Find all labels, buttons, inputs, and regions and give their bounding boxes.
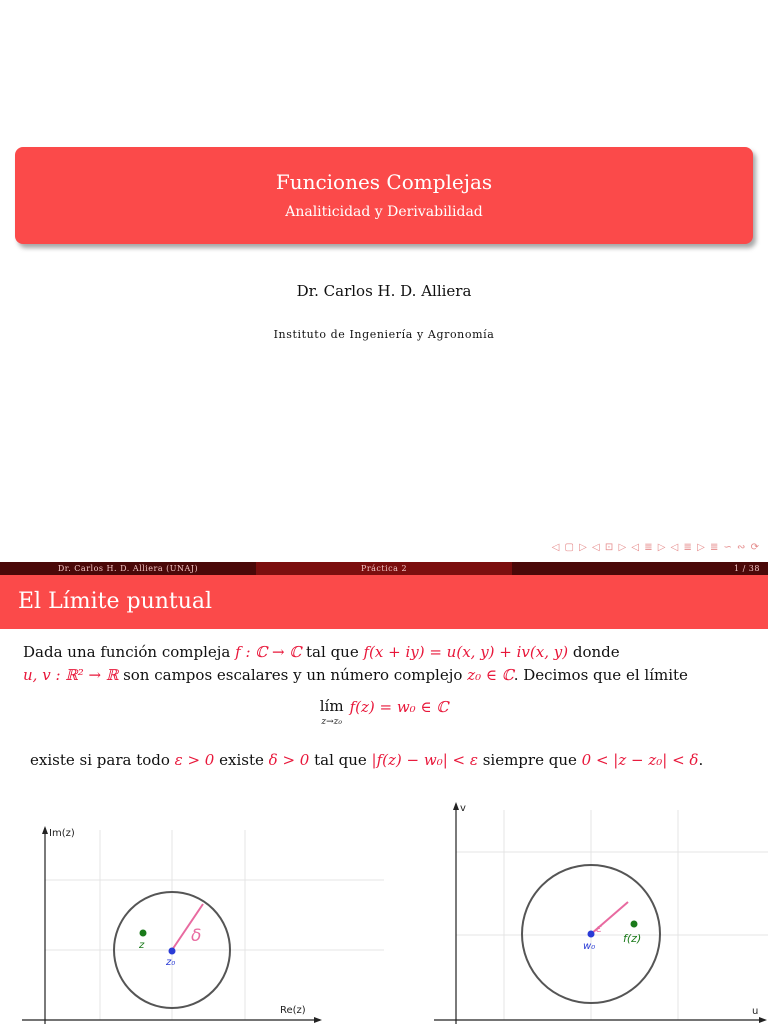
text-segment: son campos escalares y un número complejo	[118, 666, 468, 684]
math-delta-condition: δ > 0	[268, 751, 310, 769]
text-segment: . Decimos que el límite	[513, 666, 688, 684]
text-segment: existe si para todo	[30, 751, 175, 769]
x-axis-arrow-icon	[314, 1017, 322, 1023]
limit-operator	[320, 698, 344, 730]
text-segment: tal que	[301, 643, 364, 661]
title-block	[15, 147, 753, 244]
text-segment: tal que	[309, 751, 372, 769]
point-z-label: z	[139, 940, 145, 951]
point-fz-label: f(z)	[623, 932, 642, 945]
x-axis-label: u	[752, 1006, 759, 1017]
math-neighborhood-condition: 0 < |z − z₀| < δ	[581, 751, 699, 769]
y-axis-arrow-icon	[42, 826, 48, 834]
point-z	[140, 930, 147, 937]
math-function-map: f : ℂ → ℂ	[235, 643, 302, 661]
footer-page-number: 1 / 38	[512, 562, 768, 575]
text-segment: .	[698, 751, 704, 769]
limit-subscript: z→z₀	[321, 717, 342, 727]
y-axis-arrow-icon	[453, 802, 459, 810]
footer-title: Práctica 2	[256, 562, 512, 575]
footer-bar	[0, 562, 768, 575]
math-abs-condition: |f(z) − w₀| < ε	[371, 751, 478, 769]
text-segment: donde	[568, 643, 620, 661]
frame-title: El Límite puntual	[18, 589, 213, 614]
codomain-plot	[384, 800, 768, 1024]
point-fz	[631, 921, 638, 928]
math-scalar-fields: u, v : ℝ² → ℝ	[23, 666, 119, 684]
x-axis-label: Re(z)	[280, 1005, 306, 1016]
paragraph-line-3	[30, 751, 703, 769]
author-name: Dr. Carlos H. D. Alliera	[296, 282, 472, 300]
epsilon-label: ε	[596, 922, 602, 935]
limit-expression: f(z) = w₀ ∈ ℂ	[349, 698, 449, 716]
limit-formula	[0, 698, 768, 730]
y-axis-label: v	[460, 803, 466, 814]
math-function-decomposition: f(x + iy) = u(x, y) + iv(x, y)	[363, 643, 569, 661]
limit-word: lím	[319, 697, 344, 715]
x-axis-arrow-icon	[759, 1017, 767, 1023]
math-point-z0: z₀ ∈ ℂ	[467, 666, 514, 684]
y-axis-label: Im(z)	[49, 828, 75, 839]
text-segment: existe	[214, 751, 269, 769]
point-z0	[169, 948, 176, 955]
institute-name: Instituto de Ingeniería y Agronomía	[273, 328, 495, 341]
beamer-navigation-icons[interactable]: ◁ ▢ ▷ ◁ ⊡ ▷ ◁ ≣ ▷ ◁ ≣ ▷ ≣ ∽ ∾ ⟳	[551, 542, 760, 553]
presentation-title: Funciones Complejas	[275, 170, 493, 194]
delta-label: δ	[191, 926, 202, 946]
point-w0-label: w₀	[583, 941, 596, 952]
math-epsilon-condition: ε > 0	[174, 751, 215, 769]
presentation-subtitle: Analiticidad y Derivabilidad	[285, 204, 483, 220]
paragraph-line-2	[23, 666, 688, 684]
domain-plot	[0, 820, 384, 1024]
point-w0	[588, 931, 595, 938]
paragraph-line-1	[23, 643, 620, 661]
point-z0-label: z₀	[166, 957, 176, 968]
footer-author: Dr. Carlos H. D. Alliera (UNAJ)	[0, 562, 256, 575]
frame-title-bar	[0, 575, 768, 629]
text-segment: Dada una función compleja	[23, 643, 236, 661]
text-segment: siempre que	[477, 751, 582, 769]
